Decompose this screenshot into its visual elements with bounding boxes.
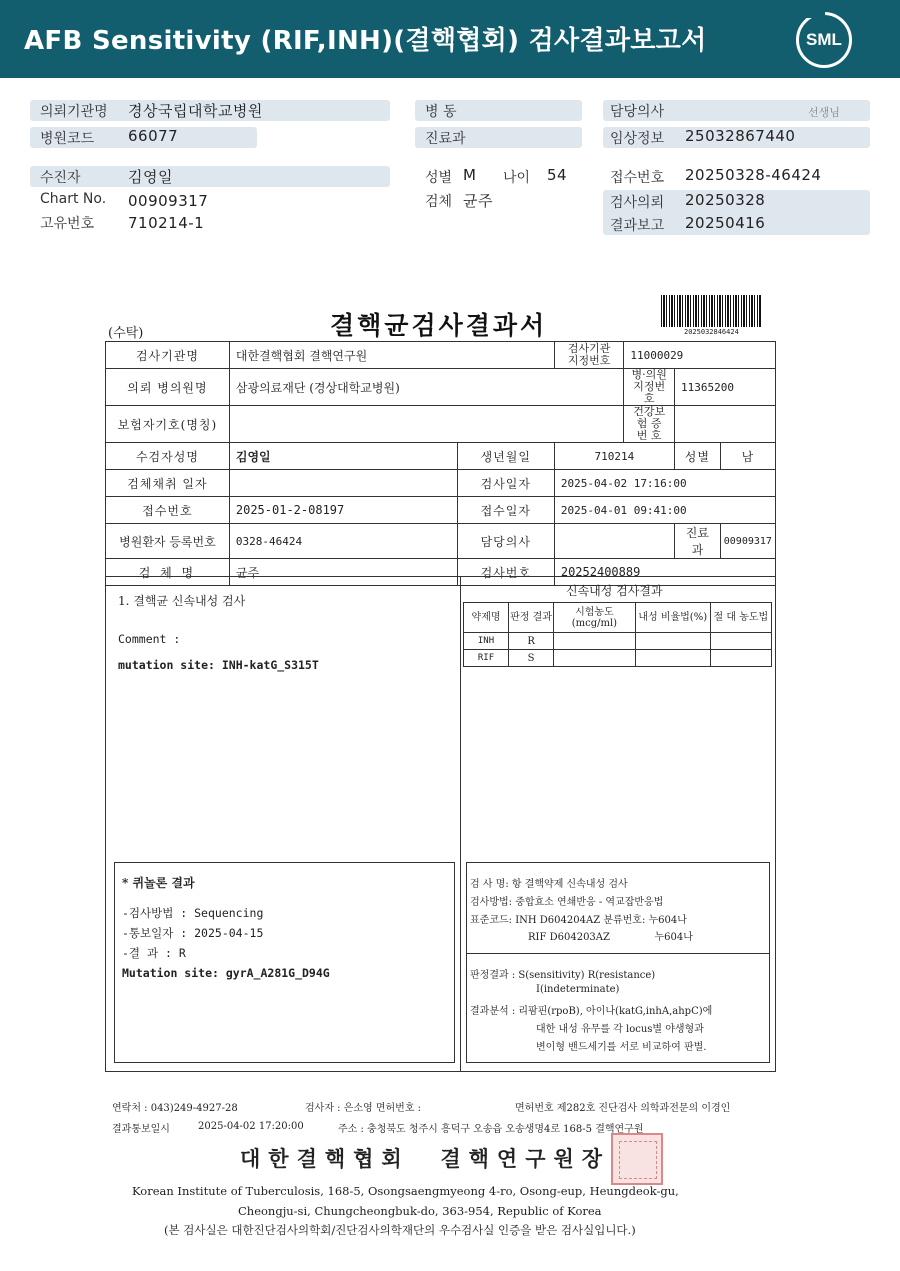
hosp-value: 삼광의료재단 (경상대학교병원) xyxy=(229,369,623,406)
spec-label: 검 체 명 xyxy=(106,559,230,586)
birth-value: 710214 xyxy=(554,443,674,470)
receipt-date-label: 접수일자 xyxy=(457,497,554,524)
notify-label: 결과통보일시 xyxy=(112,1124,170,1135)
sutak-label: (수탁) xyxy=(108,326,144,341)
report-date-value: 20250416 xyxy=(685,214,766,232)
method-line: RIF D604203AZ 누604나 xyxy=(528,932,693,943)
quinolone-heading: * 퀴놀론 결과 xyxy=(122,876,195,890)
conc-cell xyxy=(554,633,636,650)
method-line: I(indeterminate) xyxy=(536,984,620,995)
result-cell: R xyxy=(509,633,554,650)
spec-value: 균주 xyxy=(229,559,457,586)
rapid-test-heading: 1. 결핵균 신속내성 검사 xyxy=(118,594,246,608)
logo-text: SML xyxy=(806,30,842,49)
test-no-value: 20252400889 xyxy=(554,559,775,586)
req-org-label: 의뢰기관명 xyxy=(40,104,108,120)
method-line: 표준코드: INH D604204AZ 분류번호: 누604나 xyxy=(470,915,687,926)
sml-logo xyxy=(796,12,852,68)
receipt-value: 20250328-46424 xyxy=(685,166,822,184)
receipt-label-r: 접수번호 xyxy=(106,497,230,524)
chart-label: Chart No. xyxy=(40,191,107,207)
org-code-value: 11000029 xyxy=(624,342,776,369)
quinolone-method: -검사방법 : Sequencing xyxy=(122,906,264,920)
tester: 검사자 : 은소영 면허번호 : xyxy=(305,1103,422,1114)
org-value: 대한결핵협회 결핵연구원 xyxy=(229,342,554,369)
doctor-suffix: 선생님 xyxy=(808,106,840,119)
table-row xyxy=(106,369,776,406)
reg-label: 병원환자 등록번호 xyxy=(106,524,230,559)
collect-label: 검체채취 일자 xyxy=(106,470,230,497)
table-row xyxy=(106,524,776,559)
abs-cell xyxy=(710,650,771,667)
result-header-row xyxy=(464,603,772,633)
hosp-code-label: 병원코드 xyxy=(40,131,95,147)
method-line: 검사방법: 중합효소 연쇄반응 - 역교잡반응법 xyxy=(470,897,664,908)
insurer-label: 보험자기호(명칭) xyxy=(106,406,230,443)
hosp-code-value: 11365200 xyxy=(675,369,776,406)
name-value: 김영일 xyxy=(229,443,457,470)
insurer-value xyxy=(229,406,623,443)
sex-value-r: 남 xyxy=(720,443,775,470)
clinical-label: 임상정보 xyxy=(610,131,665,147)
report-date-label: 결과보고 xyxy=(610,218,665,234)
uid-label: 고유번호 xyxy=(40,216,95,232)
hosp-code-value: 66077 xyxy=(128,127,179,145)
hosp-label: 의뢰 병의원명 xyxy=(106,369,230,406)
clinical-value: 25032867440 xyxy=(685,127,796,145)
barcode xyxy=(661,295,761,327)
doctor-label: 담당의사 xyxy=(610,104,665,120)
table-row xyxy=(106,406,776,443)
receipt-date-value: 2025-04-01 09:41:00 xyxy=(554,497,775,524)
english-address-2: Cheongju-si, Chungcheongbuk-do, 363-954, Republic of Korea xyxy=(238,1204,602,1218)
test-date-value: 2025-04-02 17:16:00 xyxy=(554,470,775,497)
table-row xyxy=(106,497,776,524)
sex-label-r: 성별 xyxy=(675,443,721,470)
result-divider xyxy=(460,576,461,1072)
certification-note: (본 검사실은 대한진단검사의학회/진단검사의학재단의 우수검사실 인증을 받은 검사실입니다.) xyxy=(164,1223,636,1237)
req-org-value: 경상국립대학교병원 xyxy=(128,102,263,120)
method-line: 결과분석 : 리팜핀(rpoB), 아이나(katG,inhA,ahpC)에 xyxy=(470,1006,713,1017)
barcode-number: 2025032846424 xyxy=(684,328,739,336)
notify-value: 2025-04-02 17:20:00 xyxy=(198,1121,304,1132)
name-label: 수검자성명 xyxy=(106,443,230,470)
col-result: 판정 결과 xyxy=(509,603,554,633)
address: 주소 : 충청북도 청주시 흥덕구 오송읍 오송생명4로 168-5 결핵연구원 xyxy=(338,1124,644,1135)
rapid-result-heading: 신속내성 검사결과 xyxy=(566,584,663,598)
conc-cell xyxy=(554,650,636,667)
test-date-label: 검사일자 xyxy=(457,470,554,497)
institute-name: 대한결핵협회 결핵연구원장 xyxy=(240,1146,611,1171)
seal-stamp xyxy=(611,1133,663,1185)
table-row xyxy=(464,650,772,667)
col-drug: 약제명 xyxy=(464,603,509,633)
table-row xyxy=(106,443,776,470)
specimen-value: 균주 xyxy=(463,192,493,210)
mutation-site: mutation site: INH-katG_S315T xyxy=(118,658,319,672)
col-ratio: 내성 비율법(%) xyxy=(635,603,710,633)
dept-label-r: 진료과 xyxy=(675,524,721,559)
org-label: 검사기관명 xyxy=(106,342,230,369)
comment-label: Comment : xyxy=(118,632,181,646)
method-line: 판정결과 : S(sensitivity) R(resistance) xyxy=(470,970,656,981)
ratio-cell xyxy=(635,650,710,667)
sex-value: M xyxy=(463,166,477,184)
uid-value: 710214-1 xyxy=(128,214,205,232)
insure-no-label: 건강보험 증 번 호 xyxy=(624,406,675,443)
method-box-divider xyxy=(466,953,770,954)
doctor-value-r xyxy=(554,524,674,559)
header-bar xyxy=(0,0,900,78)
method-line: 검 사 명: 항 결핵약제 신속내성 검사 xyxy=(470,879,628,890)
contact: 연락처 : 043)249-4927-28 xyxy=(112,1103,238,1114)
license: 면허번호 제282호 진단검사 의학과전문의 이경인 xyxy=(515,1103,731,1114)
birth-label: 생년월일 xyxy=(457,443,554,470)
dept-label: 진료과 xyxy=(425,131,466,147)
org-code-label: 검사기관 지정번호 xyxy=(554,342,623,369)
result-cell: S xyxy=(509,650,554,667)
method-line: 변이형 밴드세기를 서로 비교하여 판별. xyxy=(536,1042,707,1053)
patient-info-table xyxy=(105,341,776,586)
dept-value-r: 00909317 xyxy=(720,524,775,559)
report-title: AFB Sensitivity (RIF,INH)(결핵협회) 검사결과보고서 xyxy=(24,26,707,56)
receipt-value-r: 2025-01-2-08197 xyxy=(229,497,457,524)
abs-cell xyxy=(710,633,771,650)
patient-label: 수진자 xyxy=(40,170,81,186)
drug-cell: INH xyxy=(464,633,509,650)
table-row xyxy=(106,470,776,497)
ward-label: 병 동 xyxy=(425,104,457,120)
quinolone-result: -결 과 : R xyxy=(122,946,186,960)
request-value: 20250328 xyxy=(685,191,766,209)
info-bar-patient xyxy=(30,166,390,187)
chart-value: 00909317 xyxy=(128,192,209,210)
test-no-label: 검사번호 xyxy=(457,559,554,586)
rapid-result-table xyxy=(463,602,772,667)
request-label: 검사의뢰 xyxy=(610,195,665,211)
receipt-label: 접수번호 xyxy=(610,170,665,186)
reg-value: 0328-46424 xyxy=(229,524,457,559)
ratio-cell xyxy=(635,633,710,650)
insure-no-value xyxy=(675,406,776,443)
table-row xyxy=(106,342,776,369)
sex-label: 성별 xyxy=(425,170,453,186)
patient-value: 김영일 xyxy=(128,168,173,186)
result-table-baseline xyxy=(463,666,772,667)
english-address-1: Korean Institute of Tuberculosis, 168-5, Osongsaengmyeong 4-ro, Osong-eup, Heungdeok-gu, xyxy=(132,1184,679,1198)
quinolone-mutation: Mutation site: gyrA_A281G_D94G xyxy=(122,966,330,980)
doctor-label-r: 담당의사 xyxy=(457,524,554,559)
collect-value xyxy=(229,470,457,497)
quinolone-box xyxy=(114,862,455,1063)
method-line: 대한 내성 유무를 각 locus별 야생형과 xyxy=(536,1024,704,1035)
hosp-code-label: 병·의원 지정번호 xyxy=(624,369,675,406)
age-label: 나이 xyxy=(503,170,531,186)
table-row xyxy=(464,633,772,650)
specimen-label: 검체 xyxy=(425,194,453,210)
scanned-report xyxy=(0,290,900,1250)
drug-cell: RIF xyxy=(464,650,509,667)
col-abs: 절 대 농도법 xyxy=(710,603,771,633)
col-conc: 시험농도 (mcg/ml) xyxy=(554,603,636,633)
report-doc-title: 결핵균검사결과서 xyxy=(330,311,548,340)
age-value: 54 xyxy=(547,166,568,184)
quinolone-notice: -통보일자 : 2025-04-15 xyxy=(122,926,264,940)
